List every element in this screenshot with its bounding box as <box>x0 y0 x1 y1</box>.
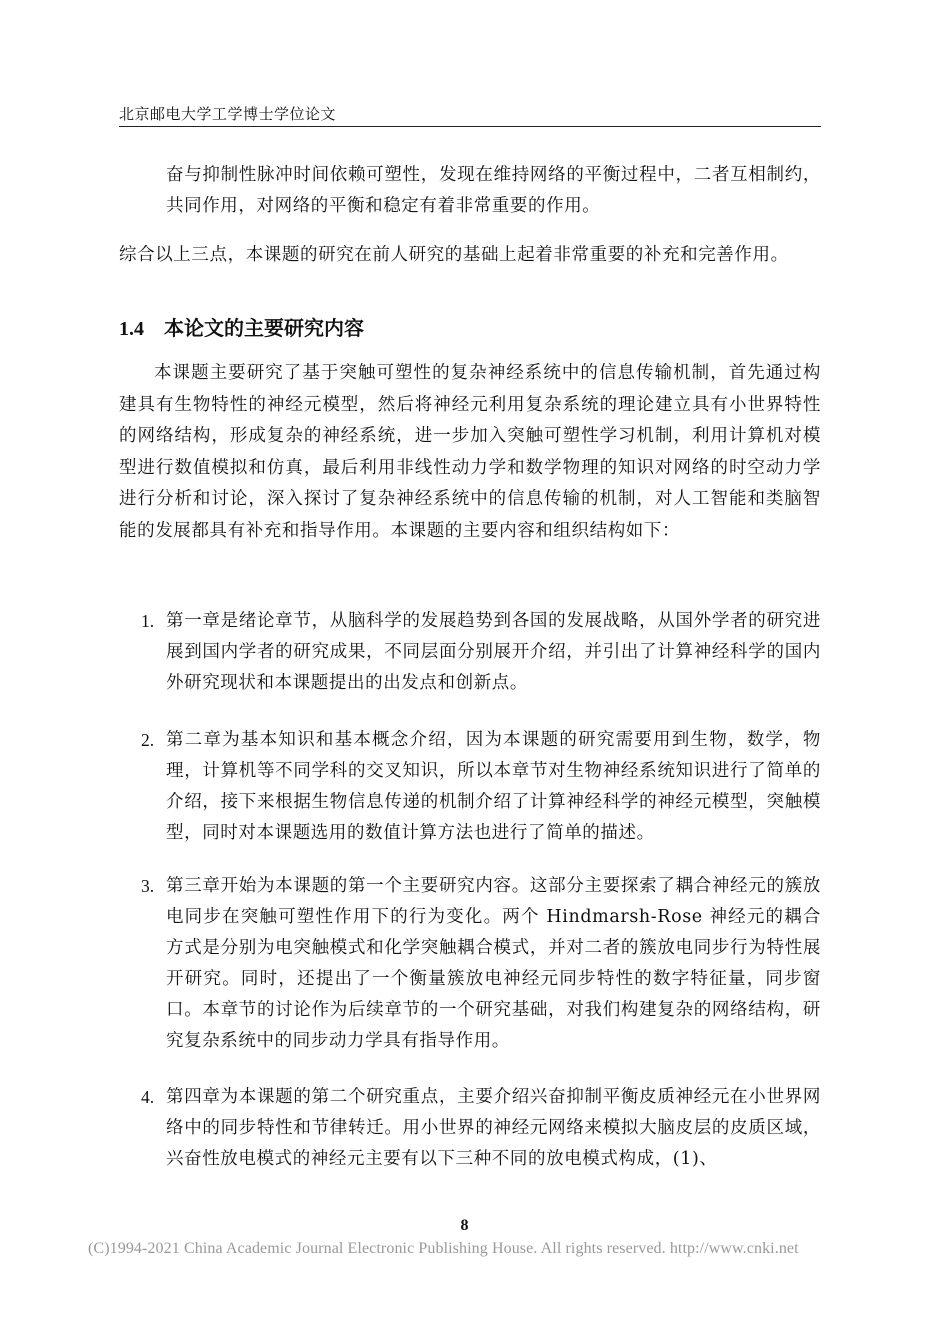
section-number: 1.4 <box>119 318 144 340</box>
page-number: 8 <box>460 1217 469 1234</box>
section-heading <box>119 312 364 341</box>
paragraph-summary: 综合以上三点，本课题的研究在前人研究的基础上起着非常重要的补充和完善作用。 <box>119 245 789 265</box>
list-item-text: 第四章为本课题的第二个研究重点，主要介绍兴奋抑制平衡皮质神经元在小世界网络中的同步特性和节律转迁。用小世界的神经元网络来模拟大脑皮层的皮质区域，兴奋性放电模式的神经元主要有以下三种不同的放电模式构成，(1)、 <box>166 1087 821 1169</box>
section-intro-paragraph: 本课题主要研究了基于突触可塑性的复杂神经系统中的信息传输机制，首先通过构建具有生物特性的神经元模型，然后将神经元利用复杂系统的理论建立具有小世界特性的网络结构，形成复杂的神经系统，进一步加入突触可塑性学习机制，利用计算机对模型进行数值模拟和仿真，最后利用非线性动力学和数学物理的知识对网络的时空动力学进行分析和讨论，深入探讨了复杂神经系统中的信息传输的机制，对人工智能和类脑智能的发展都具有补充和指导作用。本课题的主要内容和组织结构如下： <box>119 363 821 541</box>
list-item-text: 第三章开始为本课题的第一个主要研究内容。这部分主要探索了耦合神经元的簇放电同步在突触可塑性作用下的行为变化。两个 Hindmarsh-Rose 神经元的耦合方式是分别为电突触模式和化学突触耦合模式，并对二者的簇放电同步行为特性展开研究。同时，还提出了一个衡量簇放电神经元同步特性的数字特征量，同步窗口。本章节的讨论作为后续章节的一个研究基础，对我们构建复杂的网络结构，研究复杂系统中的同步动力学具有指导作用。 <box>166 876 821 1051</box>
section-title: 本论文的主要研究内容 <box>164 316 364 340</box>
list-item-number: 3. <box>141 876 155 896</box>
header-title: 北京邮电大学工学博士学位论文 <box>119 105 337 123</box>
paragraph-continued: 奋与抑制性脉冲时间依赖可塑性，发现在维持网络的平衡过程中，二者互相制约，共同作用，对网络的平衡和稳定有着非常重要的作用。 <box>166 165 821 216</box>
header-rule <box>119 126 821 127</box>
list-item-number: 4. <box>141 1087 155 1107</box>
list-item-number: 1. <box>141 611 155 631</box>
list-item-number: 2. <box>141 730 155 750</box>
running-header <box>119 100 821 128</box>
list-item-text: 第二章为基本知识和基本概念介绍，因为本课题的研究需要用到生物，数学，物理，计算机等不同学科的交叉知识，所以本章节对生物神经系统知识进行了简单的介绍，接下来根据生物信息传递的机制介绍了计算神经科学的神经元模型，突触模型，同时对本课题选用的数值计算方法也进行了简单的描述。 <box>166 730 821 843</box>
copyright-footer: (C)1994-2021 China Academic Journal Electronic Publishing House. All rights reserved. http://www.cnki.net <box>88 1240 799 1257</box>
list-item-text: 第一章是绪论章节，从脑科学的发展趋势到各国的发展战略，从国外学者的研究进展到国内学者的研究成果，不同层面分别展开介绍，并引出了计算神经科学的国内外研究现状和本课题提出的出发点和创新点。 <box>166 611 821 693</box>
